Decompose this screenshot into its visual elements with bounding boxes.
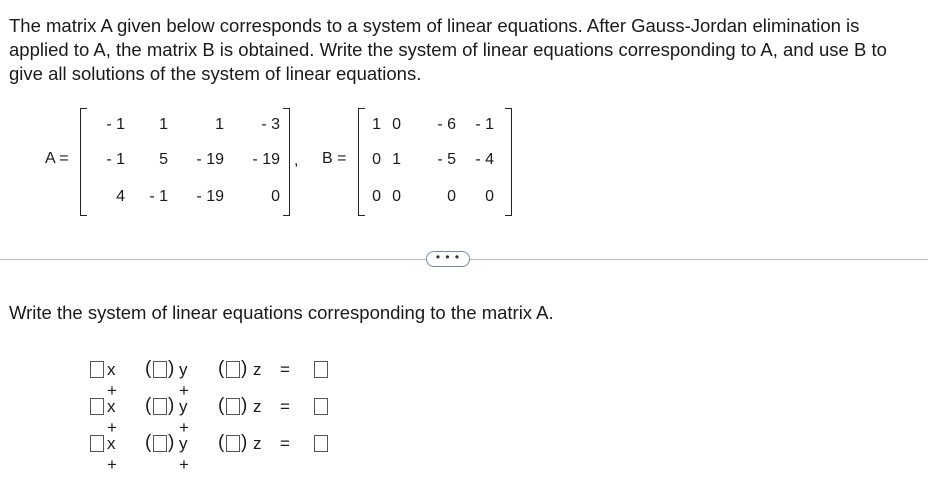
matrix-a-right-bracket bbox=[283, 108, 290, 216]
open-paren: ( bbox=[145, 432, 152, 453]
matrix-b-cell: 1 bbox=[392, 151, 401, 168]
matrix-a-cell: - 19 bbox=[196, 151, 224, 168]
matrix-b-cell: - 5 bbox=[437, 151, 456, 168]
matrix-b-cell: 0 bbox=[447, 188, 456, 205]
close-paren: ) bbox=[168, 358, 175, 379]
x-term: x + bbox=[107, 434, 117, 474]
matrix-b-cell: - 4 bbox=[475, 151, 494, 168]
matrix-a-cell: - 19 bbox=[196, 188, 224, 205]
problem-statement: The matrix A given below corresponds to a system of linear equations. After Gauss-Jordan elimination is applied to A, the matrix B is obtained. Write the system of linear equations corresponding to A, and use B to give all solutions of the system of linear equations. bbox=[9, 15, 887, 84]
answer-box-y-coefficient[interactable] bbox=[153, 398, 167, 415]
close-paren: ) bbox=[168, 395, 175, 416]
equals-sign: = bbox=[280, 397, 290, 416]
matrix-a-cell: - 3 bbox=[261, 116, 280, 133]
show-more-button[interactable]: • • • bbox=[426, 251, 470, 267]
answer-box-constant[interactable] bbox=[314, 435, 328, 452]
matrix-a-cell: - 1 bbox=[106, 116, 125, 133]
x-term: x + bbox=[107, 360, 117, 400]
z-term: z bbox=[253, 360, 262, 379]
matrix-b-cell: 0 bbox=[372, 151, 381, 168]
equals-sign: = bbox=[280, 360, 290, 379]
matrix-b-cell: 0 bbox=[392, 188, 401, 205]
question-text: Write the system of linear equations corresponding to the matrix A. bbox=[9, 302, 554, 323]
open-paren: ( bbox=[145, 358, 152, 379]
answer-box-z-coefficient[interactable] bbox=[226, 435, 240, 452]
matrix-a-label: A = bbox=[45, 150, 69, 167]
answer-box-z-coefficient[interactable] bbox=[226, 361, 240, 378]
matrix-separator: , bbox=[294, 152, 299, 169]
open-paren: ( bbox=[218, 395, 225, 416]
answer-box-y-coefficient[interactable] bbox=[153, 435, 167, 452]
matrix-b-cell: - 6 bbox=[437, 116, 456, 133]
open-paren: ( bbox=[218, 358, 225, 379]
close-paren: ) bbox=[168, 432, 175, 453]
y-term: y + bbox=[179, 434, 189, 474]
matrix-b-cell: 1 bbox=[372, 116, 381, 133]
matrix-a-cell: 1 bbox=[215, 116, 224, 133]
matrix-a-cell: - 1 bbox=[106, 151, 125, 168]
matrix-b-cell: 0 bbox=[392, 116, 401, 133]
answer-box-x-coefficient[interactable] bbox=[90, 435, 104, 452]
close-paren: ) bbox=[241, 432, 248, 453]
matrix-b-label: B = bbox=[322, 150, 347, 167]
matrix-b-cell: 0 bbox=[372, 188, 381, 205]
matrix-a-cell: 5 bbox=[159, 151, 168, 168]
y-term: y + bbox=[179, 397, 189, 437]
matrix-b-right-bracket bbox=[505, 108, 512, 216]
x-term: x + bbox=[107, 397, 117, 437]
matrix-a-cell: - 19 bbox=[252, 151, 280, 168]
answer-box-y-coefficient[interactable] bbox=[153, 361, 167, 378]
matrix-b-cell: - 1 bbox=[475, 116, 494, 133]
answer-box-constant[interactable] bbox=[314, 361, 328, 378]
answer-box-x-coefficient[interactable] bbox=[90, 361, 104, 378]
z-term: z bbox=[253, 397, 262, 416]
answer-box-x-coefficient[interactable] bbox=[90, 398, 104, 415]
matrix-a-cell: 0 bbox=[271, 188, 280, 205]
y-term: y + bbox=[179, 360, 189, 400]
open-paren: ( bbox=[145, 395, 152, 416]
close-paren: ) bbox=[241, 358, 248, 379]
matrix-a bbox=[80, 108, 290, 216]
equals-sign: = bbox=[280, 434, 290, 453]
z-term: z bbox=[253, 434, 262, 453]
open-paren: ( bbox=[218, 432, 225, 453]
matrix-a-cell: 4 bbox=[116, 188, 125, 205]
close-paren: ) bbox=[241, 395, 248, 416]
matrix-a-cell: - 1 bbox=[149, 188, 168, 205]
matrix-b-cell: 0 bbox=[485, 188, 494, 205]
matrix-b bbox=[358, 108, 512, 216]
answer-box-constant[interactable] bbox=[314, 398, 328, 415]
matrix-a-cell: 1 bbox=[159, 116, 168, 133]
answer-box-z-coefficient[interactable] bbox=[226, 398, 240, 415]
